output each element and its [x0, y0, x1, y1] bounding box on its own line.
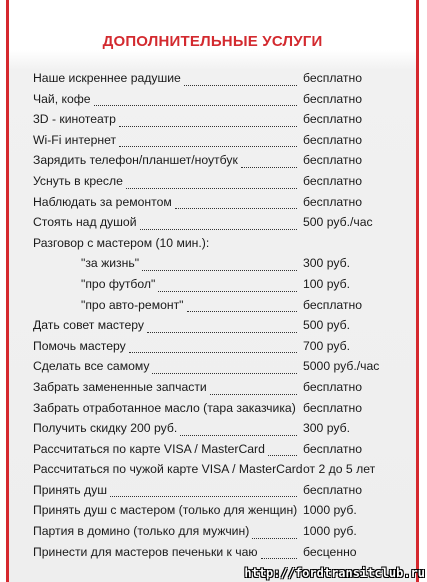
service-label: 3D - кинотеатр	[33, 112, 116, 127]
service-price: бесплатно	[303, 482, 363, 497]
dot-leader	[152, 373, 297, 374]
dot-leader	[210, 394, 297, 395]
service-price: бесплатно	[303, 441, 363, 456]
service-list	[33, 70, 393, 564]
service-price: 100 руб.	[303, 276, 350, 291]
service-price: бесплатно	[303, 173, 363, 188]
service-row	[33, 70, 393, 91]
dot-leader	[119, 146, 297, 147]
service-row	[33, 358, 393, 379]
dot-leader	[180, 435, 297, 436]
service-price: от 2 до 5 лет	[303, 462, 376, 477]
service-price: 5000 руб./час	[303, 359, 380, 374]
service-label: Рассчитаться по карте VISA / MasterCard	[33, 441, 265, 456]
service-label: Уснуть в кресле	[33, 173, 123, 188]
dot-leader	[175, 208, 297, 209]
dot-leader	[158, 291, 297, 292]
service-row	[33, 235, 393, 256]
site-watermark: http://fordtransitclub.ru	[244, 566, 425, 580]
service-row	[33, 523, 393, 544]
service-price: бесплатно	[303, 297, 363, 312]
service-row	[33, 544, 393, 565]
service-label: Принять душ	[33, 482, 107, 497]
service-price: 300 руб.	[303, 256, 350, 271]
page-title: ДОПОЛНИТЕЛЬНЫЕ УСЛУГИ	[102, 33, 323, 50]
dot-leader	[129, 352, 297, 353]
dot-leader	[119, 126, 297, 127]
service-row	[33, 461, 393, 482]
dot-leader	[187, 311, 297, 312]
service-price: бесплатно	[303, 71, 363, 85]
service-label: Сделать все самому	[33, 359, 150, 374]
service-row	[33, 338, 393, 359]
service-row	[33, 111, 393, 132]
dot-leader	[252, 538, 297, 539]
service-price: бесплатно	[303, 112, 363, 127]
service-label: Забрать замененные запчасти	[33, 379, 207, 394]
service-row	[33, 420, 393, 441]
service-price: 500 руб./час	[303, 215, 373, 230]
service-label: Наше искреннее радушие	[33, 71, 181, 85]
service-price: 700 руб.	[303, 338, 350, 353]
service-row	[33, 194, 393, 215]
service-row	[33, 379, 393, 400]
service-label: "за жизнь"	[81, 256, 140, 271]
service-label: "про футбол"	[81, 276, 156, 291]
service-price: бесплатно	[303, 153, 363, 168]
dot-leader	[140, 229, 297, 230]
service-label: Забрать отработанное масло (тара заказчика)	[33, 400, 296, 415]
service-row	[33, 317, 393, 338]
service-price: 1000 руб.	[303, 503, 357, 518]
price-list-card	[6, 0, 419, 582]
service-label: Партия в домино (только для мужчин)	[33, 524, 250, 539]
service-row	[33, 91, 393, 112]
service-price: бесплатно	[303, 379, 363, 394]
service-label: Рассчитаться по чужой карте VISA / MasterCard	[33, 462, 303, 477]
service-row	[33, 132, 393, 153]
service-price: бесплатно	[303, 91, 363, 106]
service-label: "про авто-ремонт"	[81, 297, 184, 312]
service-label: Наблюдать за ремонтом	[33, 194, 172, 209]
service-label: Принять душ с мастером (только для женщин)	[33, 503, 298, 518]
dot-leader	[241, 167, 297, 168]
service-price: бесплатно	[303, 132, 363, 147]
dot-leader	[142, 270, 297, 271]
dot-leader	[110, 496, 297, 497]
service-row	[33, 400, 393, 421]
service-label: Зарядить телефон/планшет/ноутбук	[33, 153, 238, 168]
service-label: Стоять над душой	[33, 215, 137, 230]
service-label: Помочь мастеру	[33, 338, 126, 353]
dot-leader	[268, 455, 297, 456]
service-row	[33, 502, 393, 523]
service-row	[33, 214, 393, 235]
service-price: бесценно	[303, 544, 357, 559]
service-label: Принести для мастеров печеньки к чаю	[33, 544, 258, 559]
service-row	[33, 482, 393, 503]
service-row	[33, 441, 393, 462]
service-price: бесплатно	[303, 194, 363, 209]
service-price: бесплатно	[303, 400, 363, 415]
service-label: Wi-Fi интернет	[33, 132, 117, 147]
service-row	[33, 276, 393, 297]
dot-leader	[184, 85, 297, 86]
dot-leader	[126, 188, 297, 189]
service-row	[33, 255, 393, 276]
dot-leader	[261, 558, 297, 559]
service-label: Дать совет мастеру	[33, 318, 144, 333]
service-price: 1000 руб.	[303, 524, 357, 539]
service-label: Чай, кофе	[33, 91, 91, 106]
service-label: Разговор с мастером (10 мин.):	[33, 235, 210, 250]
dot-leader	[94, 105, 297, 106]
dot-leader	[147, 332, 297, 333]
service-row	[33, 173, 393, 194]
service-price: 500 руб.	[303, 318, 350, 333]
service-price: 300 руб.	[303, 421, 350, 436]
service-row	[33, 152, 393, 173]
service-row	[33, 297, 393, 318]
service-label: Получить скидку 200 руб.	[33, 421, 178, 436]
